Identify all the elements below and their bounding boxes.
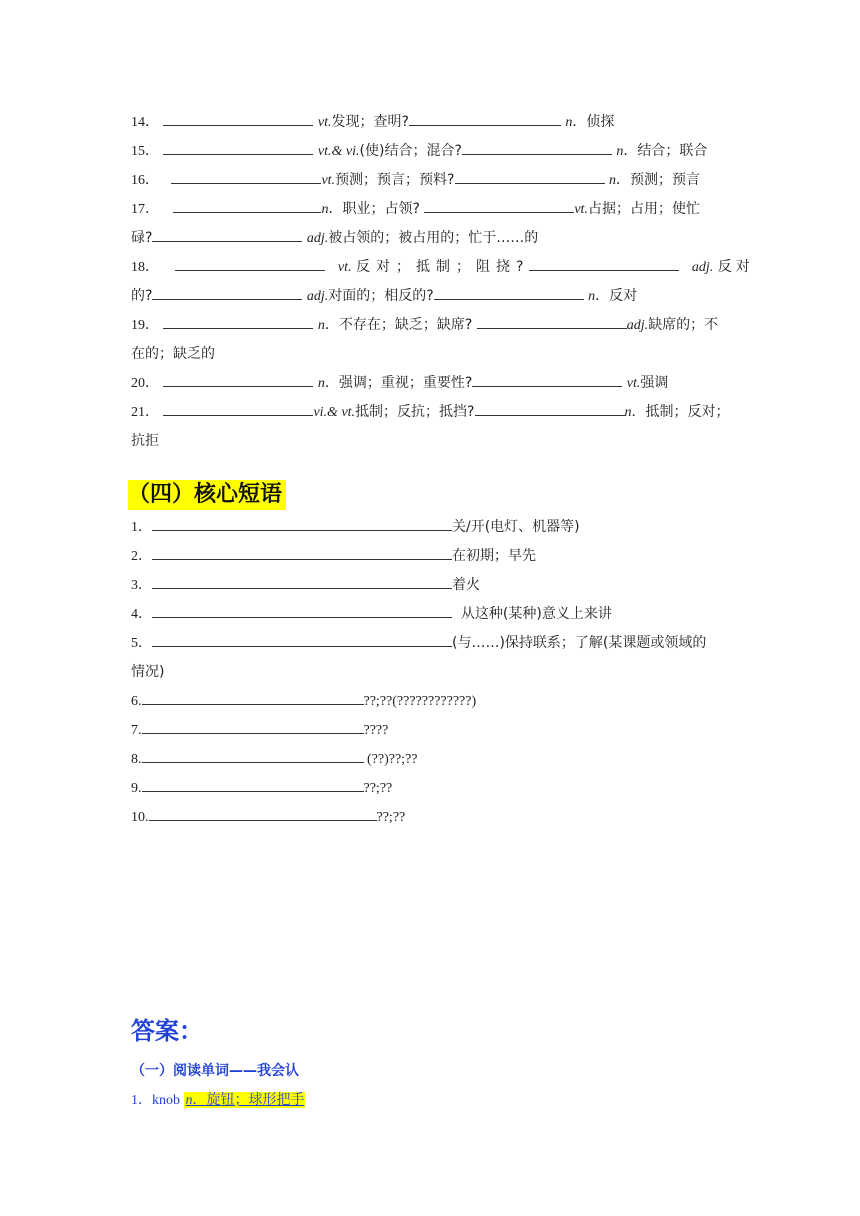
answer-blank[interactable]	[149, 807, 377, 821]
vocab-item-21	[131, 402, 735, 423]
answer-item-1	[131, 1089, 305, 1109]
item-number: 1．	[131, 1093, 152, 1108]
answer-blank[interactable]	[163, 141, 313, 155]
answer-blank[interactable]	[142, 778, 364, 792]
definition: 的?	[131, 288, 153, 304]
item-number: 9.	[131, 781, 142, 796]
part-of-speech: vt.	[321, 173, 336, 188]
definition: ．不存在；缺乏；缺席?	[324, 317, 473, 333]
phrase-item-6	[131, 691, 735, 712]
answer-blank[interactable]	[424, 199, 574, 213]
vocab-item-16	[131, 170, 735, 191]
vocab-item-17	[131, 199, 735, 220]
phrase-meaning: 在初期；早先	[452, 548, 536, 564]
phrase-item-8	[131, 749, 735, 770]
part-of-speech: n	[317, 318, 325, 333]
phrase-meaning: ??;??	[376, 810, 406, 825]
part-of-speech: n	[588, 289, 596, 304]
definition: 预测；预言；预料?	[335, 172, 455, 188]
part-of-speech: n	[616, 144, 624, 159]
part-of-speech: vi.& vt.	[313, 405, 356, 420]
answer-blank[interactable]	[173, 199, 321, 213]
definition: 在的；缺乏的	[131, 346, 215, 362]
vocab-item-18	[131, 257, 754, 278]
item-number: 21．	[131, 405, 159, 420]
item-number: 1．	[131, 520, 152, 535]
vocab-item-19-cont	[131, 344, 735, 364]
answer-blank[interactable]	[434, 286, 584, 300]
definition: ．预测；预言	[615, 172, 700, 188]
phrase-item-5-cont	[131, 662, 735, 682]
phrase-item-5	[131, 633, 735, 654]
vocab-item-20	[131, 373, 735, 394]
item-number: 17．	[131, 202, 159, 217]
phrase-meaning: ??;??(????????????)	[363, 694, 477, 709]
answer-blank[interactable]	[163, 315, 313, 329]
part-of-speech: vt.& vi.	[317, 144, 360, 159]
part-of-speech: n	[565, 115, 573, 130]
phrase-meaning: 情况)	[131, 664, 165, 680]
definition: 抵制；反抗；抵挡?	[355, 404, 475, 420]
vocab-item-17-cont	[131, 228, 735, 249]
part-of-speech: adj.	[306, 231, 329, 246]
vocab-item-21-cont	[131, 431, 735, 451]
definition: ．职业；占领?	[328, 201, 420, 217]
item-number: 3．	[131, 578, 152, 593]
definition: 对面的；相反的?	[328, 288, 434, 304]
part-of-speech: n	[317, 376, 325, 391]
item-number: 6.	[131, 694, 142, 709]
phrase-item-10	[131, 807, 735, 828]
definition: (使)结合；混合?	[359, 143, 462, 159]
phrase-meaning: ??;??	[363, 781, 393, 796]
item-number: 15．	[131, 144, 159, 159]
phrase-item-9	[131, 778, 735, 799]
phrase-item-2	[131, 546, 735, 567]
answer-blank[interactable]	[152, 575, 452, 589]
answer-blank[interactable]	[152, 286, 302, 300]
item-number: 19．	[131, 318, 159, 333]
answer-blank[interactable]	[175, 257, 325, 271]
phrase-item-4	[131, 604, 735, 625]
definition: 发现；查明?	[331, 114, 409, 130]
vocab-item-15	[131, 141, 735, 162]
item-number: 2．	[131, 549, 152, 564]
item-number: 4．	[131, 607, 152, 622]
item-number: 18．	[131, 260, 159, 275]
answer-blank[interactable]	[163, 112, 313, 126]
part-of-speech: adj.	[691, 260, 714, 275]
answer-blank[interactable]	[475, 402, 625, 416]
definition: 碌?	[131, 230, 153, 246]
definition: 缺席的；不	[648, 317, 719, 333]
answer-blank[interactable]	[529, 257, 679, 271]
item-number: 16．	[131, 173, 159, 188]
item-number: 8.	[131, 752, 142, 767]
part-of-speech: vt.	[574, 202, 588, 217]
answer-blank[interactable]	[152, 546, 452, 560]
answer-definition: n．旋钮；球形把手	[185, 1092, 305, 1108]
answers-title: 答案：	[131, 1017, 203, 1045]
answer-blank[interactable]	[152, 604, 452, 618]
definition: 被占领的；被占用的；忙于……的	[328, 230, 539, 246]
phrase-item-1	[131, 517, 735, 538]
answer-blank[interactable]	[142, 720, 364, 734]
phrase-meaning: ????	[363, 723, 389, 738]
vocab-item-19	[131, 315, 735, 336]
answer-blank[interactable]	[163, 402, 313, 416]
phrase-meaning: 从这种(某种)意义上来讲	[460, 606, 612, 622]
answer-blank[interactable]	[152, 633, 452, 647]
definition: 占据；占用；使忙	[587, 201, 700, 217]
item-number: 7.	[131, 723, 142, 738]
part-of-speech: adj.	[626, 318, 649, 333]
part-of-speech: adj.	[306, 289, 329, 304]
phrase-meaning: (??)??;??	[367, 752, 418, 767]
part-of-speech: n	[321, 202, 329, 217]
answers-subtitle: （一）阅读单词——我会认	[131, 1063, 299, 1079]
part-of-speech: n	[624, 405, 632, 420]
answer-blank[interactable]	[142, 691, 364, 705]
definition: ．侦探	[572, 114, 615, 130]
part-of-speech: vt.	[317, 115, 332, 130]
part-of-speech: vt.	[337, 260, 352, 275]
vocab-item-18-cont	[131, 286, 735, 307]
definition: 反对	[717, 259, 754, 275]
answer-blank[interactable]	[462, 141, 612, 155]
definition: 强调	[640, 375, 669, 391]
phrase-meaning: 关/开(电灯、机器等)	[452, 519, 580, 535]
item-number: 14．	[131, 115, 159, 130]
phrase-meaning: 着火	[452, 577, 480, 593]
answer-blank[interactable]	[163, 373, 313, 387]
item-number: 10.	[131, 810, 149, 825]
definition: ．抵制；反对；	[631, 404, 730, 420]
answer-blank[interactable]	[455, 170, 605, 184]
answer-blank[interactable]	[171, 170, 321, 184]
answer-blank[interactable]	[142, 749, 364, 763]
definition: ．结合；联合	[623, 143, 708, 159]
answer-blank[interactable]	[152, 228, 302, 242]
definition: ．反对	[595, 288, 638, 304]
answer-word: knob	[152, 1093, 180, 1108]
definition: ．强调；重视；重要性?	[324, 375, 473, 391]
definition: 反对；抵制；阻挠?	[355, 259, 530, 275]
part-of-speech: vt.	[626, 376, 641, 391]
part-of-speech: n	[608, 173, 616, 188]
phrase-item-3	[131, 575, 735, 596]
answer-blank[interactable]	[152, 517, 452, 531]
phrase-meaning: (与……)保持联系；了解(某课题或领域的	[452, 635, 707, 651]
item-number: 5．	[131, 636, 152, 651]
definition: 抗拒	[131, 433, 159, 449]
answer-blank[interactable]	[409, 112, 561, 126]
phrase-item-7	[131, 720, 735, 741]
answer-blank[interactable]	[472, 373, 622, 387]
vocab-item-14	[131, 112, 735, 133]
section-heading: （四）核心短语	[128, 480, 286, 510]
answer-blank[interactable]	[477, 315, 627, 329]
item-number: 20．	[131, 376, 159, 391]
